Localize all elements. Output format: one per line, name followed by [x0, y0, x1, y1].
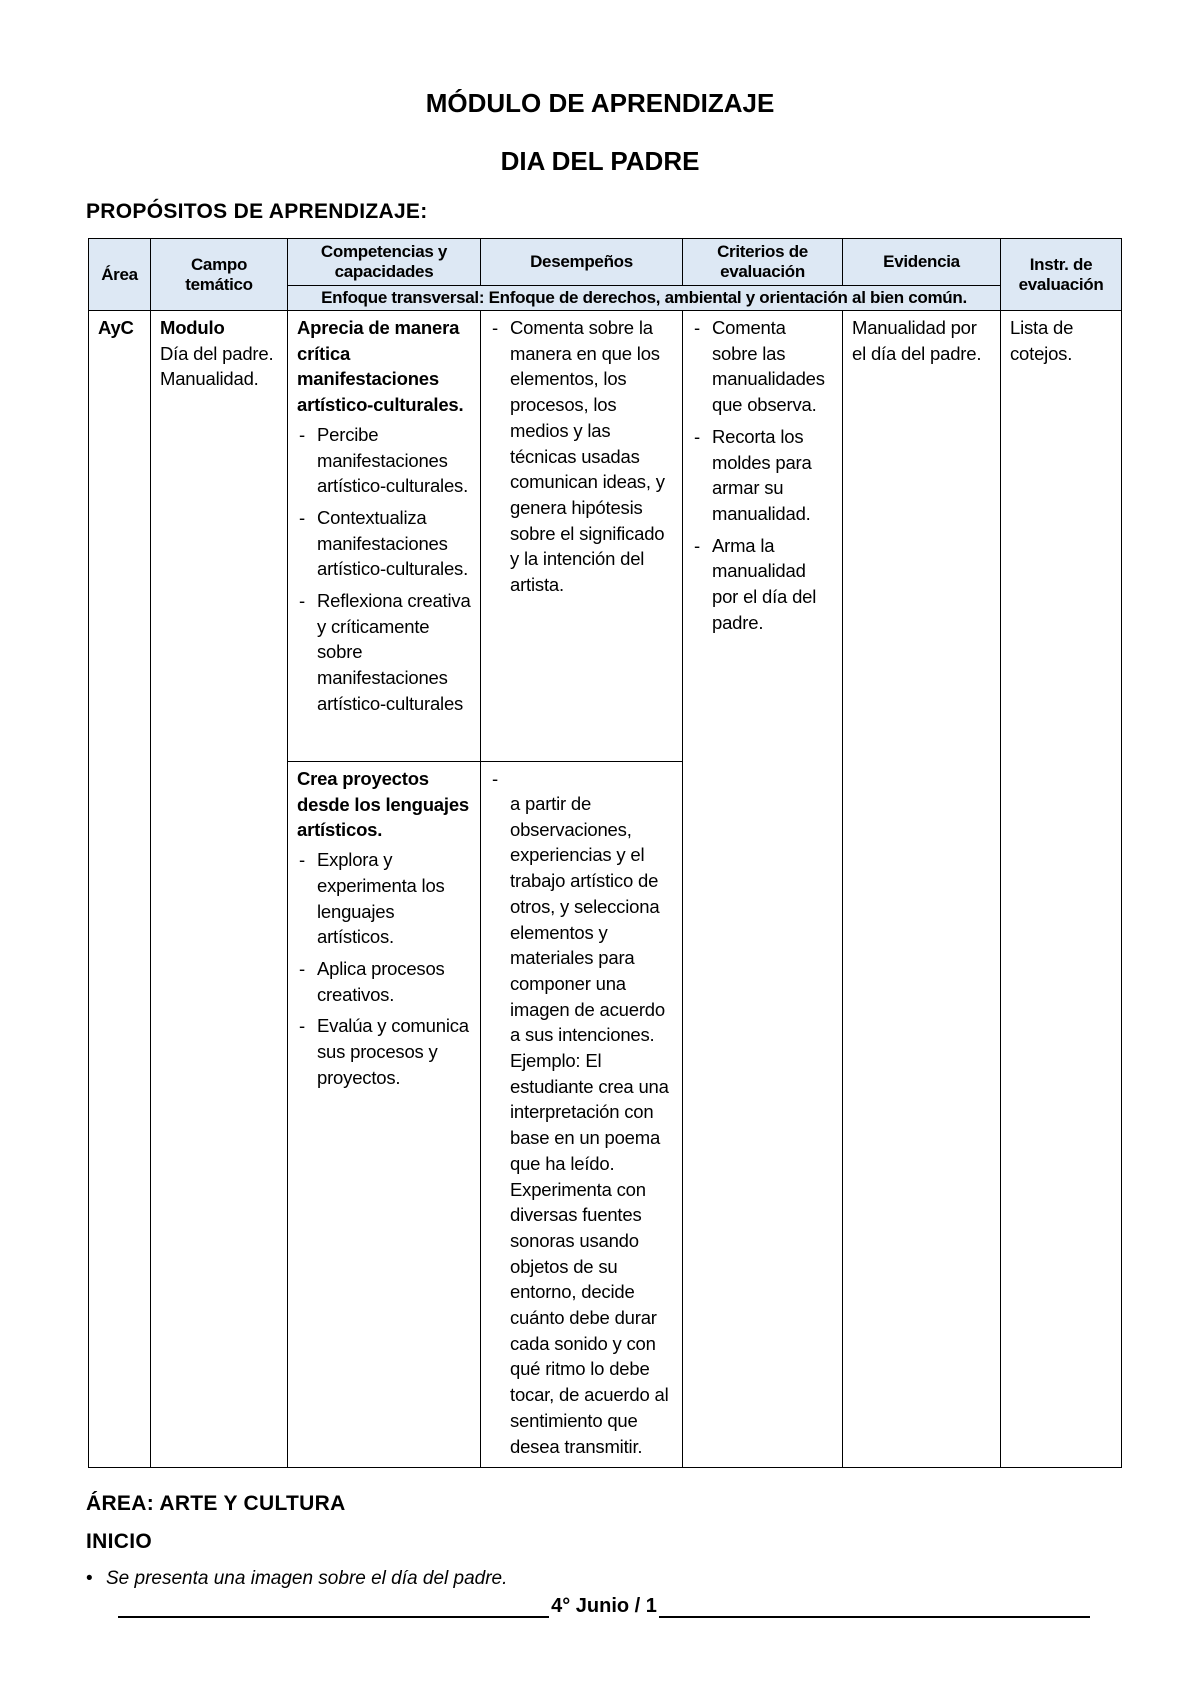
criterios-list — [692, 315, 834, 635]
cell-instrumento: Lista de cotejos. — [1001, 311, 1122, 1468]
footer-text: 4° Junio / 1 — [551, 1595, 657, 1617]
campo-line: Manualidad. — [160, 368, 259, 390]
list-item: - Aplica procesos creativos. — [297, 956, 472, 1007]
header-area: Área — [89, 239, 151, 311]
document-subtitle: DIA DEL PADRE — [500, 146, 700, 176]
cell-area: AyC — [89, 311, 151, 1468]
desempeno-list — [490, 791, 674, 1459]
cell-desempeno-2 — [481, 762, 683, 1468]
campo-line: Día del padre. — [160, 342, 274, 364]
list-item: - Arma la manualidad por el día del padre. — [692, 533, 834, 636]
header-enfoque-transversal: Enfoque transversal: Enfoque de derechos, ambiental y orientación al bien común. — [288, 286, 1001, 311]
capacidades-list — [297, 422, 472, 717]
list-item: - Evalúa y comunica sus procesos y proyectos. — [297, 1013, 472, 1090]
bullet-icon: • — [86, 1568, 93, 1589]
footer-rule-right — [659, 1598, 1090, 1618]
inicio-heading: INICIO — [86, 1530, 152, 1553]
header-desempenos: Desempeños — [481, 239, 683, 286]
list-item: - Percibe manifestaciones artístico-culturales. — [297, 422, 472, 499]
bullet-text: Se presenta una imagen sobre el día del padre. — [106, 1568, 508, 1589]
header-criterios: Criterios de evaluación — [683, 239, 843, 286]
header-evidencia: Evidencia — [843, 239, 1001, 286]
header-competencias: Competencias y capacidades — [288, 239, 481, 286]
area-heading: ÁREA: ARTE Y CULTURA — [86, 1492, 346, 1515]
table-row — [89, 311, 1122, 762]
competencia-title: Crea proyectos desde los lenguajes artísticos. — [297, 768, 470, 841]
page-footer — [118, 1595, 1090, 1618]
list-item: - Reflexiona creativa y críticamente sobre manifestaciones artístico-culturales — [297, 588, 472, 717]
list-item: - Comenta sobre las manualidades que observa. — [692, 315, 834, 418]
competencia-title: Aprecia de manera crítica manifestaciones artístico-culturales. — [297, 317, 464, 416]
desempeno-list — [490, 315, 674, 598]
list-item: - Contextualiza manifestaciones artístico-culturales. — [297, 505, 472, 582]
cell-criterios — [683, 311, 843, 1468]
capacidades-list — [297, 847, 472, 1090]
cell-competencia-1 — [288, 311, 481, 762]
list-item: - Recorta los moldes para armar su manualidad. — [692, 424, 834, 527]
header-campo-tematico: Campo temático — [151, 239, 288, 311]
cell-evidencia: Manualidad por el día del padre. — [843, 311, 1001, 1468]
bullet-item — [86, 1568, 507, 1590]
document-title: MÓDULO DE APRENDIZAJE — [425, 88, 775, 118]
header-instrumento: Instr. de evaluación — [1001, 239, 1122, 311]
table-header-row — [89, 239, 1122, 286]
desempeno-dash: - — [492, 768, 498, 789]
footer-rule-left — [118, 1598, 549, 1618]
cell-competencia-2 — [288, 762, 481, 1468]
cell-desempeno-1 — [481, 311, 683, 762]
section-heading-propositos: PROPÓSITOS DE APRENDIZAJE: — [86, 200, 428, 223]
list-item: a partir de observaciones, experiencias y el trabajo artístico de otros, y selecciona elementos y materiales para componer una imagen de acuerdo a sus intenciones. Ejemplo: El estudiante crea una interpretación con base en un poema que ha leído. Experimenta con diversas fuentes sonoras usando objetos de su entorno, decide cuánto debe durar cada sonido y con qué ritmo lo debe tocar, de acuerdo al sentimiento que desea transmitir. — [510, 793, 669, 1457]
list-item: - Explora y experimenta los lenguajes artísticos. — [297, 847, 472, 950]
campo-title: Modulo — [160, 317, 225, 338]
learning-purposes-table — [88, 238, 1122, 1468]
cell-campo-tematico — [151, 311, 288, 1468]
list-item: - Comenta sobre la manera en que los elementos, los procesos, los medios y las técnicas usadas comunican ideas, y genera hipótesis sobre el significado y la intención del artista. — [490, 315, 674, 598]
